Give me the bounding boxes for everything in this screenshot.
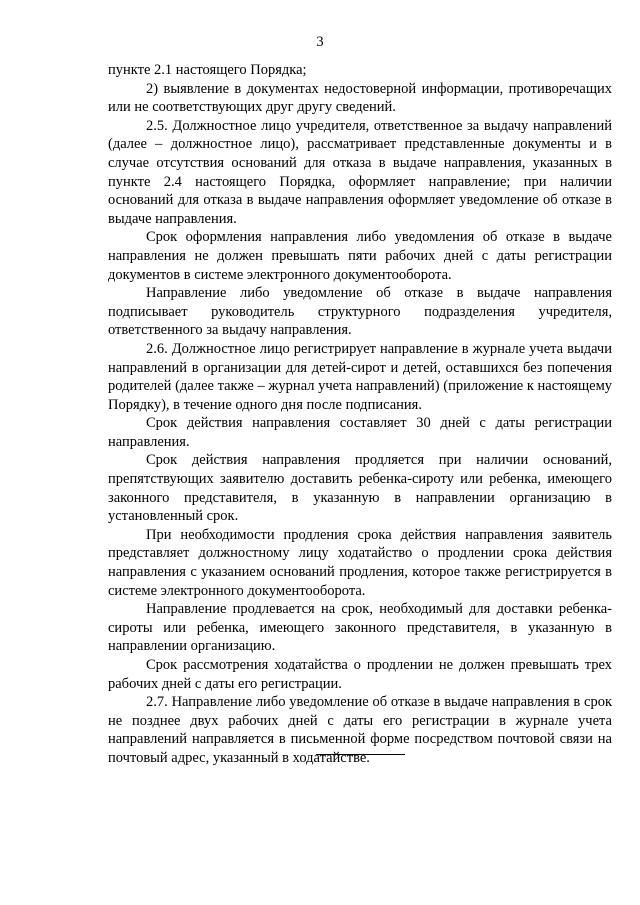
paragraph-item-2: 2) выявление в документах недостоверной информации, противоречащих или не соответствующих друг другу сведений.: [108, 80, 612, 116]
paragraph-processing-term: Срок оформления направления либо уведомления об отказе в выдаче направления не должен превышать пяти рабочих дней с даты регистрации документов в системе электронного документооборота.: [108, 229, 612, 283]
page-number: 3: [316, 34, 324, 50]
paragraph-2-5: 2.5. Должностное лицо учредителя, ответственное за выдачу направлений (далее – должностное лицо), рассматривает представленные документы и в случае отсутствия оснований для отказа в выдаче направления, указанных в пункте 2.4 настоящего Порядка, оформляет направление; при наличии оснований для отказа в выдаче направления оформляет уведомление об отказе в выдаче направления.: [108, 117, 612, 227]
paragraph-2-7: 2.7. Направление либо уведомление об отказе в выдаче направления в срок не позднее двух рабочих дней с даты его регистрации в журнале учета направлений направляется в письменной форме посредством почтовой связи на почтовый адрес, указанный в ходатайстве.: [108, 694, 612, 766]
paragraph-extension-request: При необходимости продления срока действия направления заявитель представляет должностному лицу ходатайство о продлении срока действия направления с указанием оснований продления, которое также регистрируется в системе электронного документооборота.: [108, 526, 612, 599]
paragraph-2-6: 2.6. Должностное лицо регистрирует направление в журнале учета выдачи направлений в организации для детей-сирот и детей, оставшихся без попечения родителей (далее также – журнал учета направлений) (приложение к настоящему Порядку), в течение одного дня после подписания.: [108, 340, 612, 413]
end-of-document-line: [316, 754, 405, 755]
paragraph-continuation: пункте 2.1 настоящего Порядка;: [108, 62, 307, 78]
paragraph-review-term: Срок рассмотрения ходатайства о продлении не должен превышать трех рабочих дней с даты его регистрации.: [108, 657, 612, 692]
document-body: [108, 61, 612, 768]
paragraph-validity-extension: Срок действия направления продляется при наличии оснований, препятствующих заявителю доставить ребенка-сироту или ребенка, имеющего законного представителя, в указанную в направлении организацию в установленный срок.: [108, 452, 612, 525]
paragraph-signing: Направление либо уведомление об отказе в выдаче направления подписывает руководитель структурного подразделения учредителя, ответственного за выдачу направления.: [108, 285, 612, 339]
paragraph-extension-term: Направление продлевается на срок, необходимый для доставки ребенка-сироты или ребенка, имеющего законного представителя, в указанную в направлении организацию.: [108, 601, 612, 655]
paragraph-validity-term: Срок действия направления составляет 30 дней с даты регистрации направления.: [108, 415, 612, 450]
